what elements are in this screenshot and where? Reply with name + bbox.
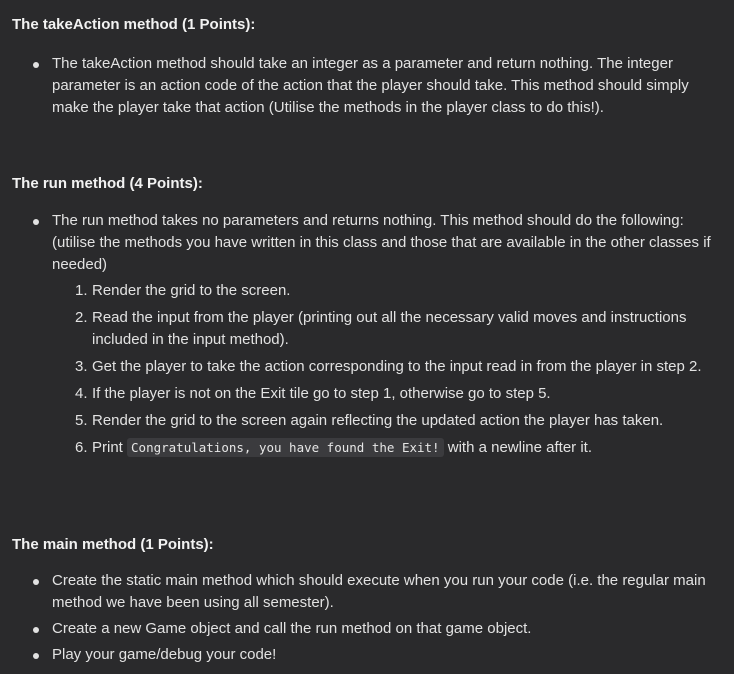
run-step-1 [52,280,722,302]
step-text: Get the player to take the action corresponding to the input read in from the player in step 2. [92,358,702,375]
step-text: Render the grid to the screen again reflecting the updated action the player has taken. [92,412,664,429]
main-bullet-3: Play your game/debug your code! [12,644,722,666]
step-number: 6. [75,439,88,456]
congratulations-code: Congratulations, you have found the Exit! [127,438,444,457]
step-text-after: with a newline after it. [447,439,592,456]
run-bullet [12,210,722,459]
take-action-list [12,53,722,123]
step-text: Render the grid to the screen. [92,282,291,299]
run-step-5 [52,410,722,432]
run-list [12,210,722,464]
run-steps [52,280,722,459]
run-step-6 [52,437,722,459]
run-step-4 [52,383,722,405]
step-number: 4. [75,385,88,402]
step-number: 5. [75,412,88,429]
main-bullet-1: Create the static main method which should execute when you run your code (i.e. the regular main method we have been using all semester). [12,570,722,614]
step-number: 1. [75,282,88,299]
run-heading: The run method (4 Points): [12,175,203,192]
take-action-bullet: The takeAction method should take an integer as a parameter and return nothing. The integer parameter is an action code of the action that the player should take. This method should simply make the player take that action (Utilise the methods in the player class to do this!). [12,53,722,119]
run-bullet-text: The run method takes no parameters and returns nothing. This method should do the following: (utilise the methods you have written in this class and those that are available in the other classes if needed) [52,212,711,273]
step-text-before: Print [92,439,123,456]
main-bullet-2: Create a new Game object and call the run method on that game object. [12,618,722,640]
run-step-2 [52,307,722,351]
step-text: Read the input from the player (printing out all the necessary valid moves and instructions included in the input method). [92,309,687,348]
main-heading: The main method (1 Points): [12,536,214,553]
take-action-heading: The takeAction method (1 Points): [12,16,256,33]
step-number: 3. [75,358,88,375]
step-number: 2. [75,309,88,326]
run-step-3 [52,356,722,378]
step-text: If the player is not on the Exit tile go to step 1, otherwise go to step 5. [92,385,551,402]
main-list [12,570,722,670]
